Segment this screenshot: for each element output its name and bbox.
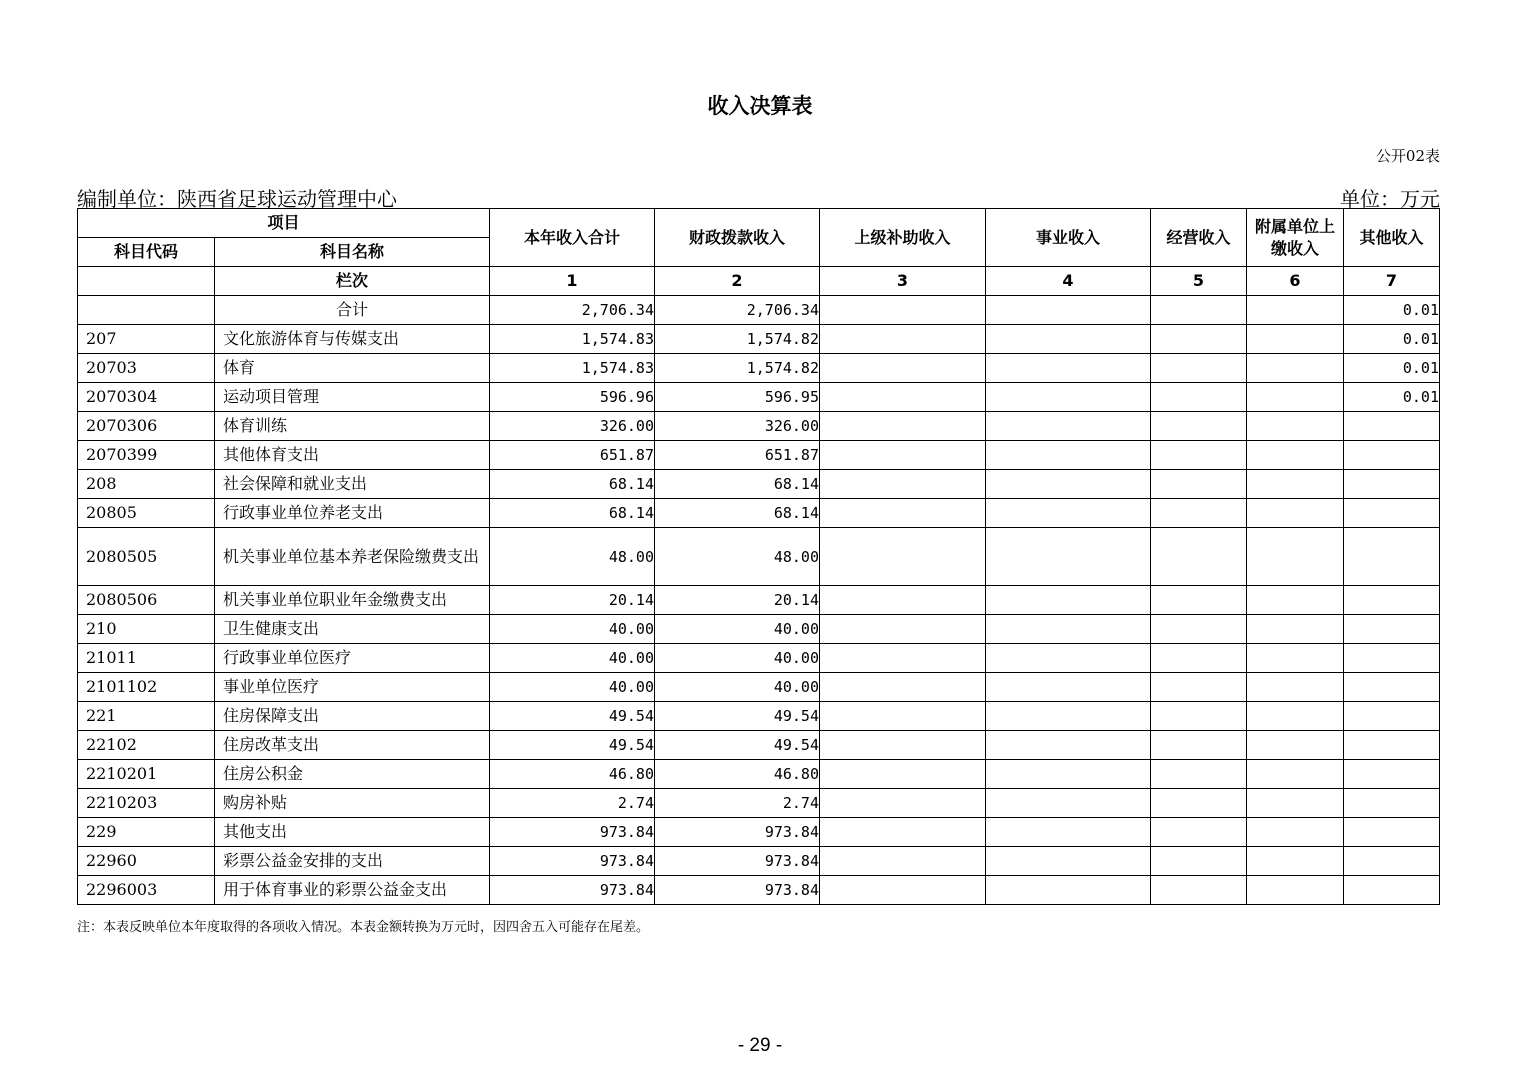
row-superior-value: [820, 499, 986, 528]
sequence-row: [78, 267, 1440, 296]
row-business-value: [1151, 528, 1247, 586]
row-business-value: [1151, 383, 1247, 412]
row-name: 机关事业单位基本养老保险缴费支出: [215, 528, 490, 586]
header-career: 事业收入: [986, 209, 1151, 267]
table-row: [78, 876, 1440, 905]
table-row: [78, 354, 1440, 383]
row-fiscal-value: 40.00: [655, 644, 820, 673]
row-total-value: 651.87: [490, 441, 655, 470]
row-other-value: [1344, 702, 1440, 731]
row-fiscal-value: 20.14: [655, 586, 820, 615]
row-fiscal-value: 1,574.82: [655, 325, 820, 354]
row-superior-value: [820, 412, 986, 441]
row-business-value: [1151, 818, 1247, 847]
row-name: 体育: [215, 354, 490, 383]
row-name: 行政事业单位医疗: [215, 644, 490, 673]
row-code: 2070304: [78, 383, 215, 412]
table-row: [78, 789, 1440, 818]
row-career-value: [986, 789, 1151, 818]
row-total-value: 973.84: [490, 847, 655, 876]
row-other-value: [1344, 760, 1440, 789]
row-career-value: [986, 499, 1151, 528]
row-total-value: 973.84: [490, 818, 655, 847]
table-row: [78, 441, 1440, 470]
row-affiliate-value: [1247, 876, 1344, 905]
row-business-value: [1151, 296, 1247, 325]
row-code: 229: [78, 818, 215, 847]
header-superior: 上级补助收入: [820, 209, 986, 267]
row-total-value: 40.00: [490, 673, 655, 702]
row-fiscal-value: 49.54: [655, 731, 820, 760]
row-career-value: [986, 615, 1151, 644]
table-row: [78, 615, 1440, 644]
row-other-value: [1344, 412, 1440, 441]
unit-row: [77, 183, 1440, 209]
row-name: 购房补贴: [215, 789, 490, 818]
row-code: 2070306: [78, 412, 215, 441]
row-total-value: 1,574.83: [490, 325, 655, 354]
row-code: [78, 296, 215, 325]
row-affiliate-value: [1247, 412, 1344, 441]
row-career-value: [986, 296, 1151, 325]
row-name: 事业单位医疗: [215, 673, 490, 702]
row-superior-value: [820, 702, 986, 731]
row-affiliate-value: [1247, 383, 1344, 412]
row-total-value: 68.14: [490, 499, 655, 528]
row-code: 207: [78, 325, 215, 354]
row-name: 运动项目管理: [215, 383, 490, 412]
header-affiliate: 附属单位上缴收入: [1247, 209, 1344, 267]
row-code: 2101102: [78, 673, 215, 702]
row-total-value: 49.54: [490, 702, 655, 731]
currency-unit: 单位：万元: [1340, 187, 1440, 211]
row-name: 机关事业单位职业年金缴费支出: [215, 586, 490, 615]
row-fiscal-value: 651.87: [655, 441, 820, 470]
row-name: 文化旅游体育与传媒支出: [215, 325, 490, 354]
row-superior-value: [820, 383, 986, 412]
row-superior-value: [820, 789, 986, 818]
row-affiliate-value: [1247, 673, 1344, 702]
row-fiscal-value: 68.14: [655, 470, 820, 499]
sequence-label: 栏次: [215, 267, 490, 296]
header-code: 科目代码: [78, 238, 215, 267]
row-superior-value: [820, 325, 986, 354]
table-note: 注：本表反映单位本年度取得的各项收入情况。本表金额转换为万元时，因四舍五入可能存在尾差。: [77, 920, 650, 935]
row-superior-value: [820, 441, 986, 470]
row-affiliate-value: [1247, 354, 1344, 383]
compiling-unit: 编制单位：陕西省足球运动管理中心: [77, 187, 397, 211]
row-total-value: 1,574.83: [490, 354, 655, 383]
row-total-value: 596.96: [490, 383, 655, 412]
row-name: 住房保障支出: [215, 702, 490, 731]
table-body: [78, 296, 1440, 905]
row-affiliate-value: [1247, 702, 1344, 731]
header-business: 经营收入: [1151, 209, 1247, 267]
row-fiscal-value: 40.00: [655, 615, 820, 644]
table-row: [78, 470, 1440, 499]
row-code: 22102: [78, 731, 215, 760]
row-affiliate-value: [1247, 818, 1344, 847]
row-name: 住房公积金: [215, 760, 490, 789]
row-name: 卫生健康支出: [215, 615, 490, 644]
row-other-value: 0.01: [1344, 383, 1440, 412]
header-item: 项目: [78, 209, 490, 238]
row-affiliate-value: [1247, 731, 1344, 760]
row-name: 住房改革支出: [215, 731, 490, 760]
row-total-value: 68.14: [490, 470, 655, 499]
row-affiliate-value: [1247, 644, 1344, 673]
row-other-value: [1344, 789, 1440, 818]
row-career-value: [986, 383, 1151, 412]
row-superior-value: [820, 847, 986, 876]
row-other-value: [1344, 731, 1440, 760]
row-total-value: 2,706.34: [490, 296, 655, 325]
sequence-number: 2: [655, 267, 820, 296]
row-name: 用于体育事业的彩票公益金支出: [215, 876, 490, 905]
row-fiscal-value: 40.00: [655, 673, 820, 702]
row-affiliate-value: [1247, 615, 1344, 644]
row-name: 社会保障和就业支出: [215, 470, 490, 499]
row-other-value: [1344, 847, 1440, 876]
header-other: 其他收入: [1344, 209, 1440, 267]
page-title: 收入决算表: [707, 94, 813, 118]
table-row: [78, 499, 1440, 528]
row-business-value: [1151, 470, 1247, 499]
row-other-value: [1344, 586, 1440, 615]
row-affiliate-value: [1247, 325, 1344, 354]
row-business-value: [1151, 412, 1247, 441]
table-row: [78, 702, 1440, 731]
row-affiliate-value: [1247, 760, 1344, 789]
table-row: [78, 528, 1440, 586]
row-total-value: 40.00: [490, 644, 655, 673]
sequence-number: 6: [1247, 267, 1344, 296]
table-row: [78, 383, 1440, 412]
row-fiscal-value: 973.84: [655, 818, 820, 847]
row-superior-value: [820, 731, 986, 760]
row-code: 210: [78, 615, 215, 644]
row-fiscal-value: 68.14: [655, 499, 820, 528]
row-career-value: [986, 847, 1151, 876]
row-superior-value: [820, 528, 986, 586]
row-name: 体育训练: [215, 412, 490, 441]
row-career-value: [986, 702, 1151, 731]
row-business-value: [1151, 325, 1247, 354]
table-row: [78, 818, 1440, 847]
row-code: 221: [78, 702, 215, 731]
row-other-value: 0.01: [1344, 325, 1440, 354]
row-superior-value: [820, 354, 986, 383]
table-row: [78, 731, 1440, 760]
row-code: 2296003: [78, 876, 215, 905]
row-business-value: [1151, 586, 1247, 615]
row-other-value: [1344, 876, 1440, 905]
header-row-1: [78, 209, 1440, 238]
row-career-value: [986, 673, 1151, 702]
table-row: [78, 296, 1440, 325]
row-fiscal-value: 48.00: [655, 528, 820, 586]
row-business-value: [1151, 673, 1247, 702]
row-fiscal-value: 2,706.34: [655, 296, 820, 325]
row-career-value: [986, 644, 1151, 673]
row-other-value: 0.01: [1344, 296, 1440, 325]
row-career-value: [986, 731, 1151, 760]
row-business-value: [1151, 615, 1247, 644]
sequence-number: 7: [1344, 267, 1440, 296]
row-total-value: 2.74: [490, 789, 655, 818]
sequence-number: 4: [986, 267, 1151, 296]
row-career-value: [986, 760, 1151, 789]
row-name: 行政事业单位养老支出: [215, 499, 490, 528]
row-other-value: [1344, 644, 1440, 673]
row-business-value: [1151, 644, 1247, 673]
row-code: 2210203: [78, 789, 215, 818]
row-other-value: [1344, 615, 1440, 644]
row-code: 2070399: [78, 441, 215, 470]
row-business-value: [1151, 499, 1247, 528]
row-career-value: [986, 441, 1151, 470]
header-total: 本年收入合计: [490, 209, 655, 267]
row-name: 彩票公益金安排的支出: [215, 847, 490, 876]
table-row: [78, 412, 1440, 441]
row-affiliate-value: [1247, 499, 1344, 528]
row-business-value: [1151, 731, 1247, 760]
row-affiliate-value: [1247, 789, 1344, 818]
table-row: [78, 760, 1440, 789]
row-career-value: [986, 325, 1151, 354]
header-fiscal: 财政拨款收入: [655, 209, 820, 267]
row-code: 2080506: [78, 586, 215, 615]
row-fiscal-value: 973.84: [655, 876, 820, 905]
row-fiscal-value: 973.84: [655, 847, 820, 876]
row-superior-value: [820, 470, 986, 499]
row-career-value: [986, 412, 1151, 441]
row-name: 其他体育支出: [215, 441, 490, 470]
table-row: [78, 325, 1440, 354]
row-business-value: [1151, 760, 1247, 789]
row-business-value: [1151, 354, 1247, 383]
row-total-value: 48.00: [490, 528, 655, 586]
row-affiliate-value: [1247, 528, 1344, 586]
table-row: [78, 586, 1440, 615]
row-superior-value: [820, 586, 986, 615]
row-superior-value: [820, 876, 986, 905]
sequence-blank: [78, 267, 215, 296]
sequence-number: 5: [1151, 267, 1247, 296]
row-other-value: [1344, 528, 1440, 586]
row-name: 合计: [215, 296, 490, 325]
row-other-value: [1344, 441, 1440, 470]
table-row: [78, 644, 1440, 673]
row-total-value: 973.84: [490, 876, 655, 905]
row-total-value: 46.80: [490, 760, 655, 789]
row-fiscal-value: 596.95: [655, 383, 820, 412]
row-code: 20805: [78, 499, 215, 528]
table-row: [78, 673, 1440, 702]
row-business-value: [1151, 441, 1247, 470]
row-code: 2080505: [78, 528, 215, 586]
sequence-number: 3: [820, 267, 986, 296]
row-other-value: [1344, 818, 1440, 847]
row-affiliate-value: [1247, 586, 1344, 615]
row-business-value: [1151, 789, 1247, 818]
row-total-value: 49.54: [490, 731, 655, 760]
row-career-value: [986, 470, 1151, 499]
header-name: 科目名称: [215, 238, 490, 267]
row-career-value: [986, 354, 1151, 383]
row-affiliate-value: [1247, 296, 1344, 325]
row-career-value: [986, 586, 1151, 615]
row-superior-value: [820, 296, 986, 325]
row-code: 208: [78, 470, 215, 499]
page-number: - 29 -: [737, 1035, 783, 1056]
row-career-value: [986, 876, 1151, 905]
row-business-value: [1151, 876, 1247, 905]
row-total-value: 20.14: [490, 586, 655, 615]
row-superior-value: [820, 760, 986, 789]
row-total-value: 40.00: [490, 615, 655, 644]
row-affiliate-value: [1247, 441, 1344, 470]
row-fiscal-value: 326.00: [655, 412, 820, 441]
row-superior-value: [820, 818, 986, 847]
row-business-value: [1151, 702, 1247, 731]
row-superior-value: [820, 644, 986, 673]
row-affiliate-value: [1247, 470, 1344, 499]
row-business-value: [1151, 847, 1247, 876]
row-career-value: [986, 528, 1151, 586]
income-table: [77, 208, 1440, 905]
sequence-number: 1: [490, 267, 655, 296]
row-career-value: [986, 818, 1151, 847]
row-other-value: [1344, 673, 1440, 702]
row-total-value: 326.00: [490, 412, 655, 441]
row-code: 22960: [78, 847, 215, 876]
row-name: 其他支出: [215, 818, 490, 847]
row-affiliate-value: [1247, 847, 1344, 876]
row-superior-value: [820, 673, 986, 702]
row-other-value: 0.01: [1344, 354, 1440, 383]
row-superior-value: [820, 615, 986, 644]
row-code: 20703: [78, 354, 215, 383]
row-code: 21011: [78, 644, 215, 673]
row-fiscal-value: 2.74: [655, 789, 820, 818]
row-fiscal-value: 49.54: [655, 702, 820, 731]
form-number: 公开02表: [1375, 147, 1440, 165]
row-other-value: [1344, 499, 1440, 528]
row-fiscal-value: 46.80: [655, 760, 820, 789]
table-row: [78, 847, 1440, 876]
row-code: 2210201: [78, 760, 215, 789]
row-other-value: [1344, 470, 1440, 499]
row-fiscal-value: 1,574.82: [655, 354, 820, 383]
